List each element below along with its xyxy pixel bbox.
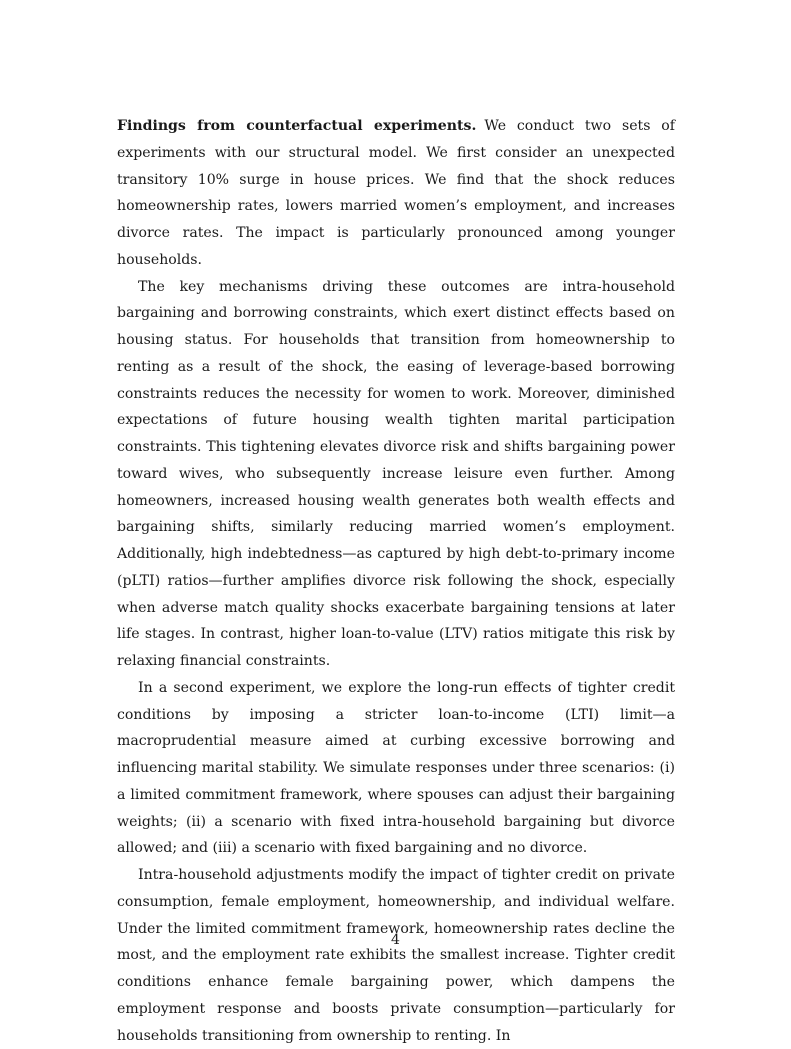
paragraph-intra-household: Intra-household adjustments modify the impact of tighter credit on private consumption, female employment, homeownership, and individual welfare. Under the limited commitment framework, homeownership rates decline the most, and the employment rate exhibits the smallest increase. Tighter credit conditions enhance female bargaining power, which dampens the employment response and boosts private consumption—particularly for households transitioning from ownership to renting. In (117, 867, 675, 1044)
paragraph-mechanisms: The key mechanisms driving these outcomes are intra-household bargaining and borrowing constraints, which exert distinct effects based on housing status. For households that transition from homeownership to renting as a result of the shock, the easing of leverage-based borrowing constraints reduces the necessity for women to work. Moreover, diminished expectations of future housing wealth tighten marital participation constraints. This tightening elevates divorce risk and shifts bargaining power toward wives, who subsequently increase leisure even further. Among homeowners, increased housing wealth generates both wealth effects and bargaining shifts, similarly reducing married women’s employment. Additionally, high indebtedness—as captured by high debt-to-primary income (pLTI) ratios—further amplifies divorce risk following the shock, especially when adverse match quality shocks exacerbate bargaining tensions at later life stages. In contrast, higher loan-to-value (LTV) ratios mitigate this risk by relaxing financial constraints. (117, 278, 675, 669)
page-body (117, 113, 675, 1049)
paragraph-second-experiment: In a second experiment, we explore the long-run effects of tighter credit conditions by imposing a stricter loan-to-income (LTI) limit—a macroprudential measure aimed at curbing excessive borrowing and influencing marital stability. We simulate responses under three scenarios: (i) a limited commitment framework, where spouses can adjust their bargaining weights; (ii) a scenario with fixed intra-household bargaining but divorce allowed; and (iii) a scenario with fixed bargaining and no divorce. (117, 679, 675, 857)
paragraph-heading: Findings from counterfactual experiments. (117, 118, 477, 134)
paragraph-text: We conduct two sets of experiments with our structural model. We first consider an unexpected transitory 10% surge in house prices. We find that the shock reduces homeownership rates, lowers married women’s employment, and increases divorce rates. The impact is particularly pronounced among younger households. (117, 118, 676, 268)
page-number: 4 (391, 932, 400, 948)
paragraph-findings (117, 113, 675, 274)
